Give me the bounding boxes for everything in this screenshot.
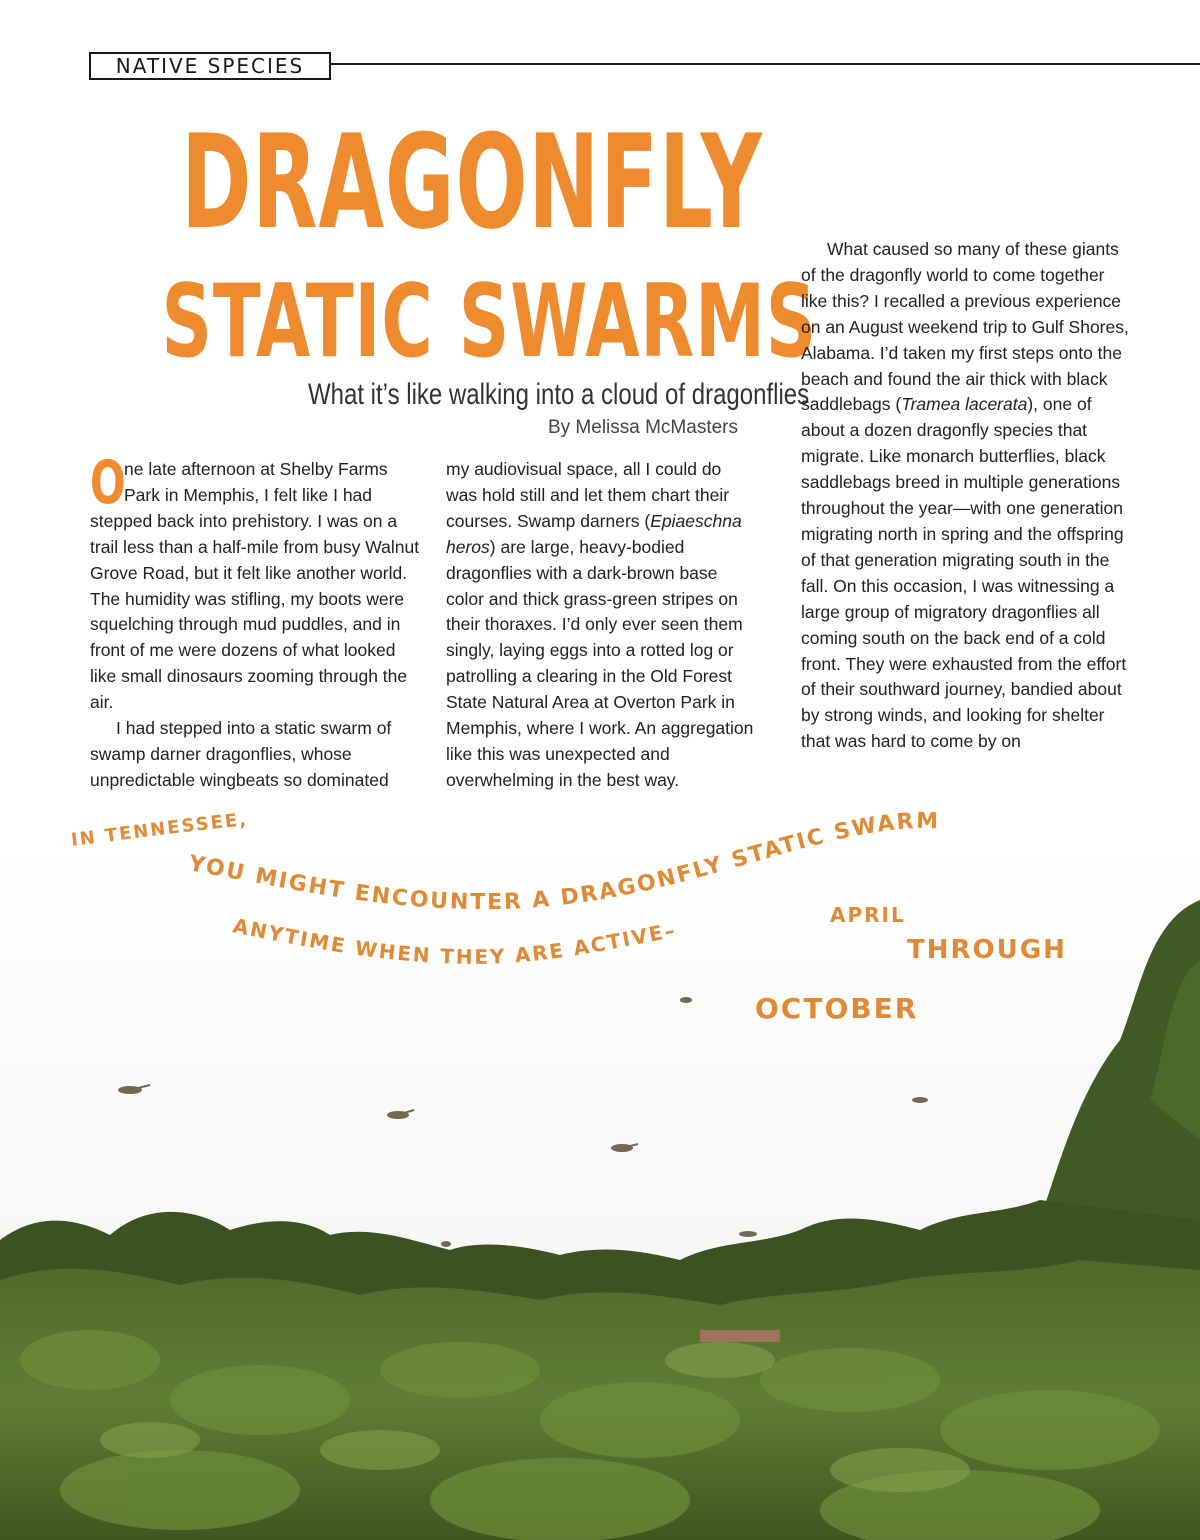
article-column-3 xyxy=(801,237,1135,755)
article-column-2 xyxy=(446,457,756,794)
pull-quote-line5: THROUGH xyxy=(907,935,1067,965)
distant-roof xyxy=(700,1330,780,1342)
pull-quote-line6: OCTOBER xyxy=(755,992,919,1025)
drop-cap: O xyxy=(90,448,126,518)
section-rule xyxy=(331,63,1200,65)
paragraph-text: ), one of about a dozen dragonfly species that migrate. Like monarch butterflies, black saddlebags breed in multiple generations throughout the year—with one generation migrating north in spring and the offspring of that generation migrating south in the fall. On this occasion, I was witnessing a large group of migratory dragonflies all coming south on the back end of a cold front. They were exhausted from the effort of their southward journey, bandied about by strong winds, and looking for shelter that was hard to come by on xyxy=(801,394,1127,752)
article-title-line1: DRAGONFLY xyxy=(180,106,763,258)
paragraph-text: my audiovisual space, all I could do was hold still and let them chart their courses. Swamp darners ( xyxy=(446,459,730,531)
paragraph-text: ) are large, heavy-bodied dragonflies with a dark-brown base color and thick grass-green stripes on their thoraxes. I’d only ever seen them singly, laying eggs into a rotted log or patrolling a clearing in the Old Forest State Natural Area at Overton Park in Memphis, where I work. An aggregation like this was unexpected and overwhelming in the best way. xyxy=(446,536,754,790)
article-subtitle: What it’s like walking into a cloud of dragonflies xyxy=(308,378,810,411)
paragraph xyxy=(801,237,1135,755)
species-name: Epiaeschna heros xyxy=(446,510,742,557)
article-byline: By Melissa McMasters xyxy=(547,417,738,438)
pull-quote-line1: IN TENNESSEE, xyxy=(70,809,249,851)
paragraph xyxy=(446,457,756,794)
section-label: NATIVE SPECIES xyxy=(89,52,331,80)
paragraph-text: What caused so many of these giants of the dragonfly world to come together like this? I recalled a previous experience on an August weekend trip to Gulf Shores, Alabama. I’d taken my first steps onto the beach and found the air thick with black saddlebags ( xyxy=(801,239,1129,415)
species-name: Tramea lacerata xyxy=(901,394,1028,415)
pull-quote-line3: ANYTIME WHEN THEY ARE ACTIVE– xyxy=(230,913,679,969)
pull-quote-line4: APRIL xyxy=(830,903,906,927)
paragraph xyxy=(90,448,425,716)
pull-quote-line2: YOU MIGHT ENCOUNTER A DRAGONFLY STATIC SWARM xyxy=(186,808,941,916)
article-title-line2: STATIC SWARMS xyxy=(161,263,818,381)
article-column-1 xyxy=(90,448,425,794)
pull-quote xyxy=(0,800,1200,1060)
paragraph-text: ne late afternoon at Shelby Farms Park in Memphis, I felt like I had stepped back into prehistory. I was on a trail less than a half-mile from busy Walnut Grove Road, but it felt like another world. The humidity was stifling, my boots were squelching through mud puddles, and in front of me were dozens of what looked like small dinosaurs zooming through the air. xyxy=(90,459,420,713)
paragraph: I had stepped into a static swarm of swamp darner dragonflies, whose unpredictable wingbeats so dominated xyxy=(90,718,392,790)
